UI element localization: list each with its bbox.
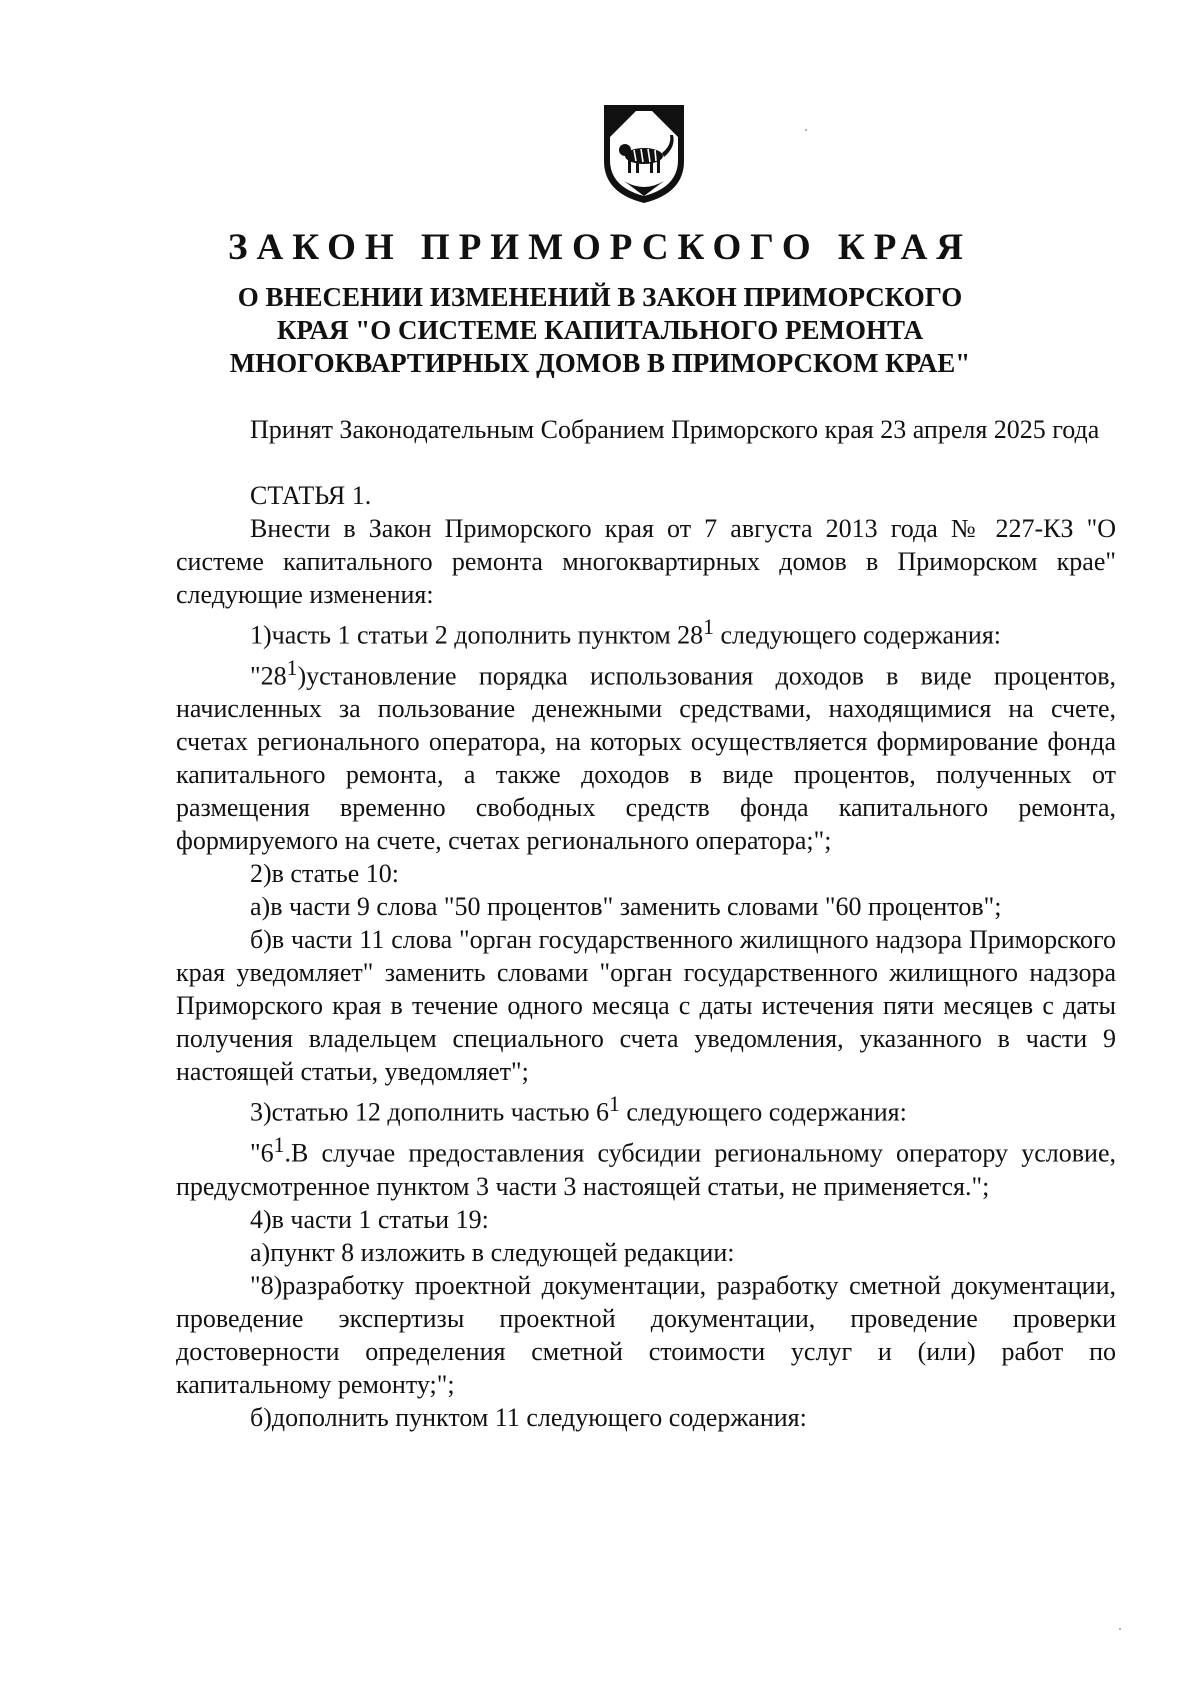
- law-subtitle: [0, 281, 1200, 380]
- article-heading: СТАТЬЯ 1.: [250, 481, 372, 510]
- subtitle-line: МНОГОКВАРТИРНЫХ ДОМОВ В ПРИМОРСКОМ КРАЕ": [229, 348, 971, 378]
- amendment-item-4a-text: "8)разработку проектной документации, разработку сметной документации, проведение экспертизы проектной документации, проведение проверки достоверности определения сметной стоимости услуг и (или) работ по капитальному ремонту;";: [176, 1270, 1116, 1399]
- amendment-item-4: 4)в части 1 статьи 19:: [250, 1204, 489, 1234]
- amendment-item-3-text: "$6^1.В$ случае предоставления субсидии региональному оператору условие, предусмотренное пунктом 3 части 3 настоящей статьи, не применяется.";: [176, 1132, 1116, 1201]
- subtitle-line: О ВНЕСЕНИИ ИЗМЕНЕНИЙ В ЗАКОН ПРИМОРСКОГО: [237, 282, 963, 312]
- scan-speck: [805, 129, 807, 131]
- amendment-item-1-text: "$28^1)установление$ порядка использования доходов в виде процентов, начисленных за пользование денежными средствами, находящимися на счете, счетах регионального оператора, на которых осуществляется формирование фонда капитального ремонта, а также доходов в виде процентов, полученных от размещения временно свободных средств фонда капитального ремонта, формируемого на счете, счетах регионального оператора;";: [176, 655, 1116, 856]
- amendment-item-2: 2)в статье 10:: [250, 859, 400, 889]
- amendment-item-2b: б)в части 11 слова "орган государственного жилищного надзора Приморского края уведомляет" заменить словами "орган государственного жилищного надзора Приморского края в течение одного месяца с даты истечения пяти месяцев с даты получения владельцем специального счета уведомления, указанного в части 9 настоящей статьи, уведомляет";: [176, 925, 1116, 1087]
- coat-of-arms-icon: [600, 101, 688, 206]
- amendment-item-2a: а)в части 9 слова "50 процентов" заменить словами "60 процентов";: [250, 892, 1002, 922]
- amendment-item-3: 3)статью 12 дополнить частью $6^1$ следующего содержания:: [250, 1092, 907, 1127]
- law-title: ЗАКОН ПРИМОРСКОГО КРАЯ: [227, 227, 973, 268]
- scan-speck: [1119, 1628, 1121, 1630]
- adoption-note: Принят Законодательным Собранием Приморского края 23 апреля 2025 года: [250, 415, 1100, 444]
- amendment-item-4b: б)дополнить пунктом 11 следующего содержания:: [250, 1402, 807, 1432]
- amendment-item-1: 1)часть 1 статьи 2 дополнить пунктом $28^1$ следующего содержания:: [250, 615, 1002, 650]
- law-body: [176, 413, 1116, 1434]
- subtitle-line: КРАЯ "О СИСТЕМЕ КАПИТАЛЬНОГО РЕМОНТА: [276, 315, 924, 345]
- article-intro: Внести в Закон Приморского края от 7 августа 2013 года № 227-КЗ "О системе капитального ремонта многоквартирных домов в Приморском крае" следующие изменения:: [176, 514, 1116, 609]
- amendment-item-4a: а)пункт 8 изложить в следующей редакции:: [250, 1237, 735, 1267]
